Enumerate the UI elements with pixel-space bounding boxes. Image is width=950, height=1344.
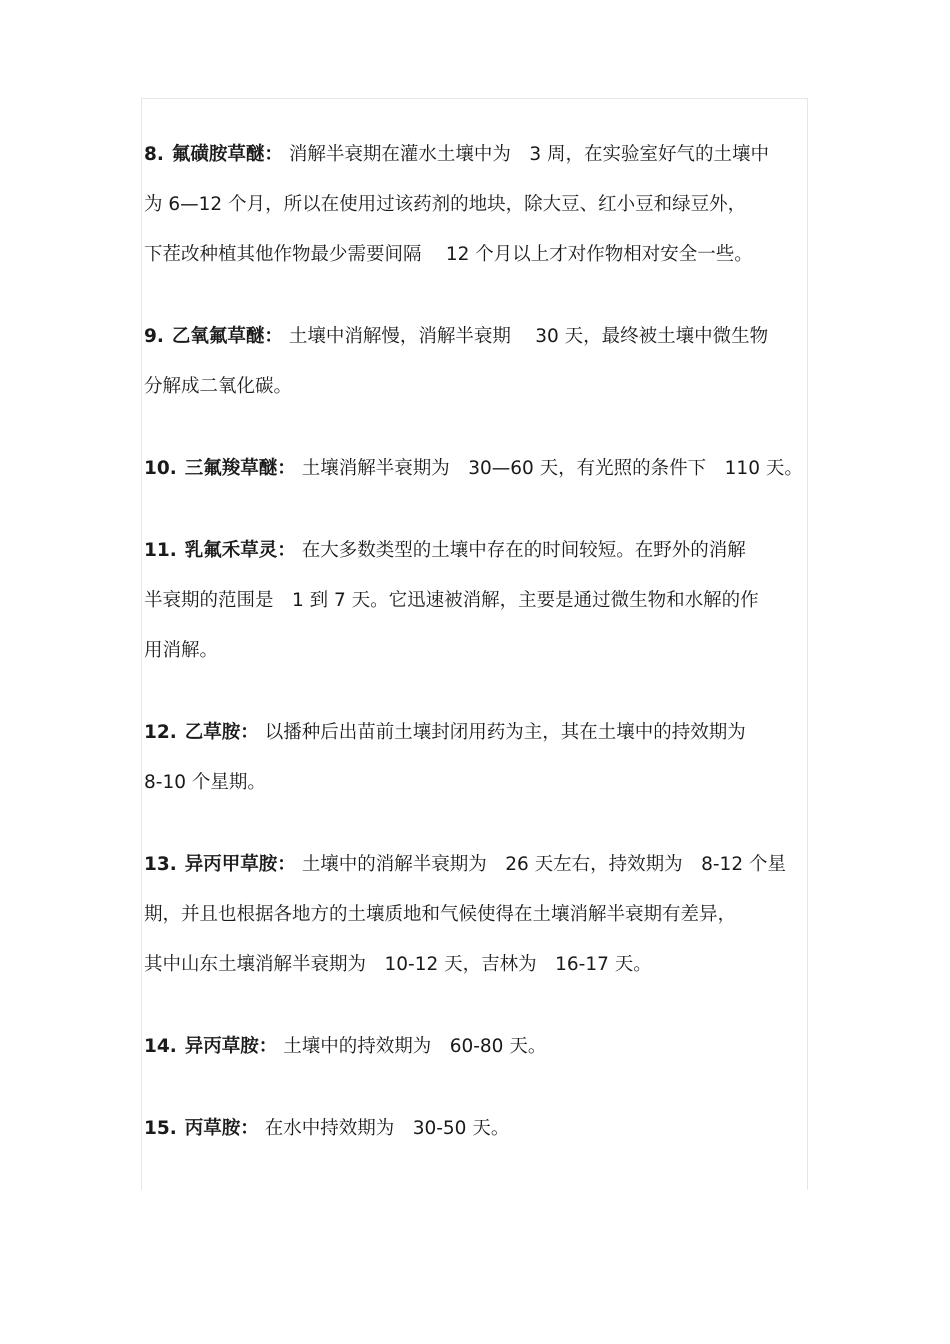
entry-line [144,526,812,576]
entry-number: 8. [144,144,164,165]
entry-text: 在水中持效期为 30-50 天。 [264,1118,510,1139]
entry-text: 土壤中消解慢，消解半衰期 30 天，最终被土壤中微生物 [288,326,769,347]
entry-number: 13. [144,854,177,875]
entry-line [144,708,812,758]
entry-13 [144,840,812,990]
entry-title: 异丙甲草胺： [184,854,296,875]
entry-text: 以播种后出苗前土壤封闭用药为主，其在土壤中的持效期为 [264,722,746,743]
entry-text: 在大多数类型的土壤中存在的时间较短。在野外的消解 [301,540,746,561]
entry-title: 氟磺胺草醚： [171,144,283,165]
entry-text: 半衰期的范围是 1 到 7 天。它迅速被消解，主要是通过微生物和水解的作 [144,590,759,611]
entry-line [144,312,812,362]
entry-title: 乙草胺： [184,722,259,743]
entry-number: 14. [144,1036,177,1057]
entry-11 [144,526,812,676]
entry-line [144,444,812,494]
entry-title: 乙氧氟草醚： [171,326,283,347]
entry-title: 异丙草胺： [184,1036,278,1057]
entry-line [144,840,812,890]
entry-8 [144,130,812,280]
entry-text: 消解半衰期在灌水土壤中为 3 周，在实验室好气的土壤中 [288,144,769,165]
entry-line [144,130,812,180]
entry-number: 11. [144,540,177,561]
entry-14 [144,1022,812,1072]
entry-10 [144,444,812,494]
entry-text: 分解成二氧化碳。 [144,376,293,397]
entry-title: 丙草胺： [184,1118,259,1139]
entry-text: 用消解。 [144,640,219,661]
entry-number: 12. [144,722,177,743]
document-body [144,130,812,1186]
entry-number: 15. [144,1118,177,1139]
entry-text: 土壤中的持效期为 60-80 天。 [283,1036,547,1057]
entry-number: 9. [144,326,164,347]
entry-text: 8-10 个星期。 [144,772,266,793]
entry-title: 乳氟禾草灵： [184,540,296,561]
entry-text: 期，并且也根据各地方的土壤质地和气候使得在土壤消解半衰期有差异， [144,904,737,925]
entry-9 [144,312,812,412]
entry-line [144,1104,812,1154]
entry-number: 10. [144,458,177,479]
entry-15 [144,1104,812,1154]
entry-12 [144,708,812,808]
entry-text: 其中山东土壤消解半衰期为 10-12 天，吉林为 16-17 天。 [144,954,652,975]
entry-text: 土壤消解半衰期为 30—60 天，有光照的条件下 110 天。 [301,458,803,479]
entry-text: 下茬改种植其他作物最少需要间隔 12 个月以上才对作物相对安全一些。 [144,244,753,265]
entry-title: 三氟羧草醚： [184,458,296,479]
entry-line [144,1022,812,1072]
entry-text: 土壤中的消解半衰期为 26 天左右，持效期为 8-12 个星 [301,854,786,875]
entry-text: 为 6—12 个月，所以在使用过该药剂的地块，除大豆、红小豆和绿豆外， [144,194,747,215]
